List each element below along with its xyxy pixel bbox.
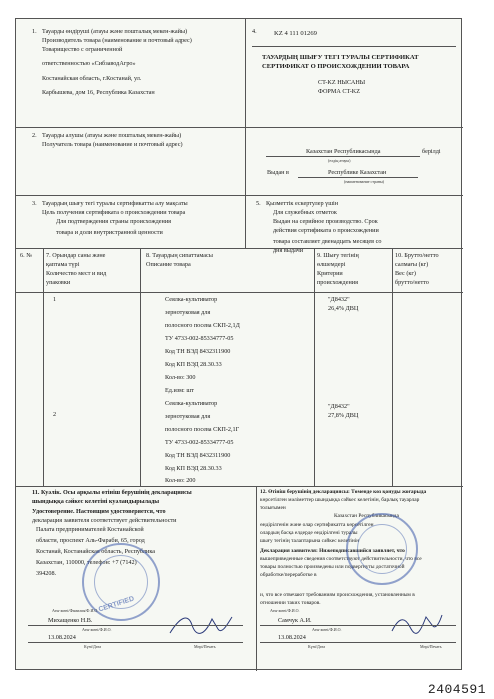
col9-header-3: Критерии <box>317 270 343 277</box>
box12-signer-name: Самчук А.И. <box>278 617 312 624</box>
box12-name-underline <box>260 625 456 626</box>
box11-signer-name: Михащенко Н.В. <box>48 617 93 624</box>
certificate-title-ru: СЕРТИФИКАТ О ПРОИСХОЖДЕНИИ ТОВАРА <box>262 63 410 70</box>
box12-title-ru: Декларация заявителя: Нижеподписавшийся заявляет, что <box>260 548 405 554</box>
item2-criteria2: 27,8% ДВЦ <box>328 412 359 419</box>
box4-divider <box>252 46 456 47</box>
col8-header-kz: 8. Тауардың сипаттамасы <box>146 252 213 259</box>
box12-seal-caption: Мөрі/Печать <box>420 644 442 649</box>
box2-title-ru: Получатель товара (наименование и почтовый адрес) <box>42 141 183 148</box>
certified-stamp-label: CERTIFIED <box>97 595 136 614</box>
issued-country-kz: Казахстан Республикасында <box>306 148 381 155</box>
box5-title-ru: Для служебных отметок <box>273 209 337 216</box>
col6-header: 6. № <box>20 252 33 259</box>
form-name-kz: CT-KZ НЫСАНЫ <box>318 79 366 86</box>
box12-line6: олардың басқа елдерде өндірілгені туралы <box>260 530 358 536</box>
item2-line6: Код КП ВЭД 28.30.33 <box>165 465 222 472</box>
divider-row2 <box>16 195 463 196</box>
box12-country-kz: Казахстан Республикасында <box>334 513 399 519</box>
box11-title-kz: 11. Куәлік. Осы арқылы өтініш берушінің декларациясы <box>32 489 192 496</box>
box12-date: 13.08.2024 <box>278 634 306 641</box>
col10-header-3: Вес (кг) <box>395 270 416 277</box>
box12-date-underline <box>260 642 456 643</box>
producer-line2: ответственностью «СибзаводАгро» <box>42 60 136 67</box>
box12-line7: шығу тегінің талаптарына сәйкес келетінін <box>260 538 360 544</box>
col8-header-ru: Описание товара <box>146 261 191 268</box>
col10-header-4: брутто/нетто <box>395 279 429 286</box>
chamber-line1: Палата предпринимателей Костанайской <box>36 526 144 533</box>
col7-header-kz2: қаптама түрі <box>46 261 80 268</box>
divider-col9 <box>392 248 393 486</box>
issued-underline-ru <box>298 177 418 178</box>
box12-line9: вышеприведенные сведения соответствуют действительности, что все <box>260 556 422 562</box>
divider-table-header <box>16 292 463 293</box>
item2-line5: Код ТН ВЭД 8432311900 <box>165 452 231 459</box>
col10-header-2: салмағы (кг) <box>395 261 429 268</box>
divider-col6 <box>43 248 44 486</box>
box12-name-caption: Аты-жөні/Ф.И.О. <box>312 627 342 632</box>
item1-line7: Кол-во: 300 <box>165 374 196 381</box>
box12-line3: толығымен <box>260 505 286 511</box>
box11-sig-caption: Аты-жөні/Фамилия/Ф.И.О. <box>52 608 99 613</box>
issued-underline-kz <box>266 156 420 157</box>
remarks-line3: товара составляет двенадцать месяцев со <box>273 238 382 245</box>
box12-line5: өндірілгенін және олар сертификатта көрсетілген <box>260 522 374 528</box>
item2-line3: полосного посева СКП-2,1Г <box>165 426 240 433</box>
producer-line4: Карбышева, дом 16, Республика Казахстан <box>42 89 155 96</box>
box3-title-kz: Тауардың шығу тегі туралы сертификатты алу мақсаты <box>42 200 188 207</box>
chamber-line5: 394208. <box>36 570 57 577</box>
col7-header-kz1: 7. Орындар саны және <box>46 252 106 259</box>
box5-title-kz: Қызметтік ескертулер үшін <box>266 200 339 207</box>
item2-no: 2 <box>53 411 57 418</box>
box11-date: 13.08.2024 <box>48 634 76 641</box>
remarks-line4: дня выдачи <box>273 247 304 254</box>
box5-number: 5. <box>256 200 261 207</box>
box11-name-caption: Аты-жөні/Ф.И.О. <box>82 627 112 632</box>
box12-line2: көрсетілген мәліметтер шындыққа сәйкес келетінін, барлық тауарлар <box>260 497 420 503</box>
producer-line1: Товарищество с ограниченной <box>42 46 123 53</box>
issued-country-ru: Республике Казахстан <box>328 169 387 176</box>
divider-table-bottom <box>16 486 463 487</box>
box2-title-kz: Тауарды алушы (атауы және пошталық мекен-жайы) <box>42 132 182 139</box>
chamber-line4: Казахстан, 110000, телефон: +7 (7142) <box>36 559 137 566</box>
col7-header-ru1: Количество мест и вид <box>46 270 107 277</box>
item1-line3: полосного посева СКП-2,1Д <box>165 322 240 329</box>
applicant-seal-stamp <box>346 513 418 585</box>
box12-signature <box>388 611 444 637</box>
certificate-number: KZ 4 111 01269 <box>274 30 317 37</box>
box4-number: 4. <box>252 28 257 35</box>
divider-row1 <box>16 127 463 128</box>
divider-col8 <box>314 248 315 486</box>
box3-number: 3. <box>32 200 37 207</box>
issued-label-ru: Выдан в <box>267 169 289 176</box>
item2-line1: Сеялка-культиватор <box>165 400 218 407</box>
issued-caption-ru: (наименование страны) <box>344 179 385 184</box>
purpose-line2: товара и доли внутристранной ценности <box>56 229 163 236</box>
certificate-form <box>15 18 462 670</box>
box12-sig-caption: Аты-жөні/Ф.И.О. <box>270 608 300 613</box>
item1-line8: Ед.изм: шт <box>165 387 194 394</box>
box3-title-ru: Цель получения сертификата о происхождении товара <box>42 209 186 216</box>
box12-line10: товары полностью произведены или подвергнуты достаточной <box>260 564 405 570</box>
item2-line2: зернотуковая для <box>165 413 211 420</box>
box12-title-kz: 12. Өтініш берушінің декларациясы: Төменде көз қонуды жоғарыда <box>260 489 427 495</box>
remarks-line2: действия сертификата о происхождении <box>273 227 379 234</box>
item1-criteria2: 26,4% ДВЦ <box>328 305 359 312</box>
form-serial-number: 2404591 <box>427 682 486 697</box>
issued-word-kz: берілді <box>422 148 441 155</box>
chamber-line2: области, проспект Аль-Фараби, 65, город <box>36 537 145 544</box>
box11-subtitle-kz: шындыққа сәйкес келетіні куәландырылады <box>32 498 160 505</box>
item1-line6: Код КП ВЭД 28.30.33 <box>165 361 222 368</box>
producer-line3: Костанайская область, г.Костанай, ул. <box>42 75 142 82</box>
col9-header-1: 9. Шығу тегінің <box>317 252 359 259</box>
certificate-title-kz: ТАУАРДЫҢ ШЫҒУ ТЕГІ ТУРАЛЫ СЕРТИФИКАТ <box>262 54 419 61</box>
col10-header-1: 10. Брутто/нетто <box>395 252 439 259</box>
item1-criteria1: "Д8432" <box>328 296 350 303</box>
col7-header-ru2: упаковки <box>46 279 71 286</box>
item2-line7: Кол-во: 200 <box>165 477 196 484</box>
item2-criteria1: "Д8432" <box>328 403 350 410</box>
form-name-ru: ФОРМА CT-KZ <box>318 88 361 95</box>
box1-title-kz: Тауарды өндіруші (атауы және пошталық мекен-жайы) <box>42 28 188 35</box>
divider-top-vertical <box>245 19 246 248</box>
box1-title-ru: Производитель товара (наименование и почтовый адрес) <box>42 37 192 44</box>
box12-line13: отношении таких товаров. <box>260 600 321 606</box>
item1-line4: ТУ 4733-002-85334777-05 <box>165 335 234 342</box>
box11-name-underline <box>28 625 243 626</box>
box11-seal-caption: Мөрі/Печать <box>194 644 216 649</box>
box12-date-caption: Күні/Дата <box>308 644 326 649</box>
box11-date-underline <box>28 642 243 643</box>
divider-col7 <box>140 248 141 486</box>
box2-number: 2. <box>32 132 37 139</box>
divider-bottom-vertical <box>256 486 257 671</box>
col9-header-4: происхождения <box>317 279 358 286</box>
box11-title-ru: Удостоверение. Настоящим удостоверяется, что <box>32 508 166 515</box>
col9-header-2: өлшемдері <box>317 261 346 268</box>
divider-table-top <box>16 248 463 249</box>
box11-date-caption: Күні/Дата <box>84 644 102 649</box>
box11-statement-ru: декларация заявителя соответствует действительности <box>32 517 177 524</box>
box12-line11: обработке/переработке в <box>260 572 317 578</box>
item1-line5: Код ТН ВЭД 8432311900 <box>165 348 231 355</box>
remarks-line1: Выдан на серийное производство. Срок <box>273 218 378 225</box>
item1-no: 1 <box>53 296 57 303</box>
chamber-line3: Костанай, Костанайская область, Республика <box>36 548 155 555</box>
purpose-line1: Для подтверждения страны происхождения <box>56 218 171 225</box>
issued-caption-kz: (елдің атауы) <box>328 158 351 163</box>
box12-line12: и, что все отвечают требованиям происхождения, установленным в <box>260 592 415 598</box>
item2-line4: ТУ 4733-002-85334777-05 <box>165 439 234 446</box>
box1-number: 1. <box>32 28 37 35</box>
item1-line1: Сеялка-культиватор <box>165 296 218 303</box>
item1-line2: зернотуковая для <box>165 309 211 316</box>
